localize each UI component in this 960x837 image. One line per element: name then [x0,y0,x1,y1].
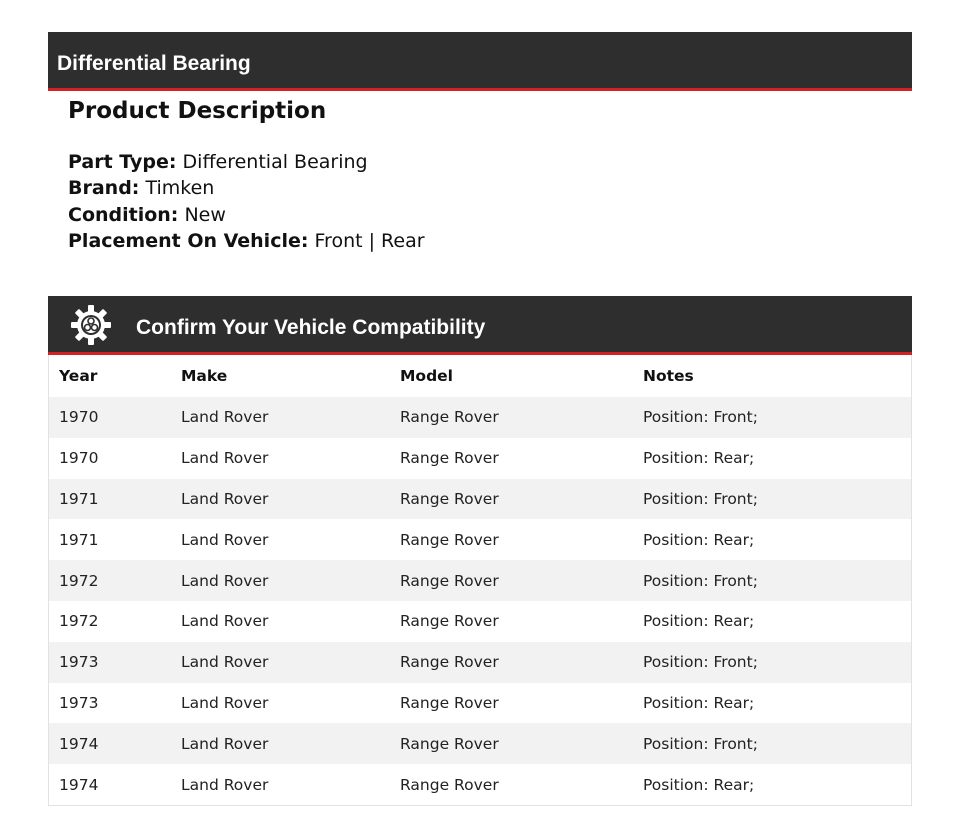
cell-make: Land Rover [181,653,269,672]
table-row [49,601,911,642]
table-row [49,438,911,479]
cell-make: Land Rover [181,449,269,468]
table-row [49,764,911,805]
cell-make: Land Rover [181,530,269,549]
spec-list [68,149,868,254]
cell-notes: Position: Rear; [643,530,755,549]
cell-model: Range Rover [400,693,499,712]
spec-label: Placement On Vehicle: [68,229,309,252]
column-header-make: Make [181,367,228,385]
cell-model: Range Rover [400,571,499,590]
cell-notes: Position: Rear; [643,612,755,631]
cell-model: Range Rover [400,489,499,508]
description-heading: Product Description [68,98,327,124]
cell-notes: Position: Rear; [643,775,755,794]
table-header-row [49,355,911,397]
cell-year: 1971 [59,530,99,549]
cell-make: Land Rover [181,408,269,427]
cell-year: 1970 [59,449,99,468]
compatibility-title: Confirm Your Vehicle Compatibility [136,316,486,339]
compatibility-table [49,355,911,805]
cell-make: Land Rover [181,571,269,590]
product-title-bar [48,32,912,91]
cell-year: 1970 [59,408,99,427]
compatibility-table-container [48,355,912,806]
cell-model: Range Rover [400,530,499,549]
spec-value: Differential Bearing [182,151,368,173]
cell-year: 1973 [59,693,99,712]
cell-notes: Position: Rear; [643,693,755,712]
cell-notes: Position: Front; [643,571,758,590]
column-header-model: Model [400,367,453,385]
cell-year: 1972 [59,571,99,590]
spec-placement [68,228,868,254]
product-description-section [68,95,868,254]
table-row [49,723,911,764]
cell-year: 1973 [59,653,99,672]
cell-model: Range Rover [400,734,499,753]
table-row [49,519,911,560]
compatibility-header-bar [48,296,912,355]
cell-year: 1974 [59,734,99,753]
table-row [49,683,911,724]
cell-make: Land Rover [181,489,269,508]
spec-value: Front | Rear [314,229,425,252]
cell-notes: Position: Front; [643,408,758,427]
cell-notes: Position: Front; [643,489,758,508]
cell-make: Land Rover [181,734,269,753]
table-row [49,642,911,683]
cell-make: Land Rover [181,612,269,631]
spec-label: Part Type: [68,151,177,173]
spec-value: Timken [145,177,215,200]
cell-model: Range Rover [400,653,499,672]
table-row [49,397,911,438]
spec-value: New [184,203,226,226]
column-header-notes: Notes [643,367,694,385]
column-header-year: Year [59,367,98,385]
cell-make: Land Rover [181,693,269,712]
product-title: Differential Bearing [57,52,251,75]
spec-label: Condition: [68,203,179,226]
cell-model: Range Rover [400,775,499,794]
cell-model: Range Rover [400,612,499,631]
spec-condition [68,202,868,228]
cell-make: Land Rover [181,775,269,794]
table-row [49,479,911,520]
cell-year: 1972 [59,612,99,631]
cell-year: 1971 [59,489,99,508]
cell-model: Range Rover [400,408,499,427]
spec-label: Brand: [68,177,140,200]
table-row [49,560,911,601]
cell-notes: Position: Front; [643,734,758,753]
cell-year: 1974 [59,775,99,794]
spec-brand [68,175,868,201]
gear-icon [70,304,112,346]
cell-model: Range Rover [400,449,499,468]
spec-part-type [68,149,868,175]
cell-notes: Position: Front; [643,653,758,672]
cell-notes: Position: Rear; [643,449,755,468]
